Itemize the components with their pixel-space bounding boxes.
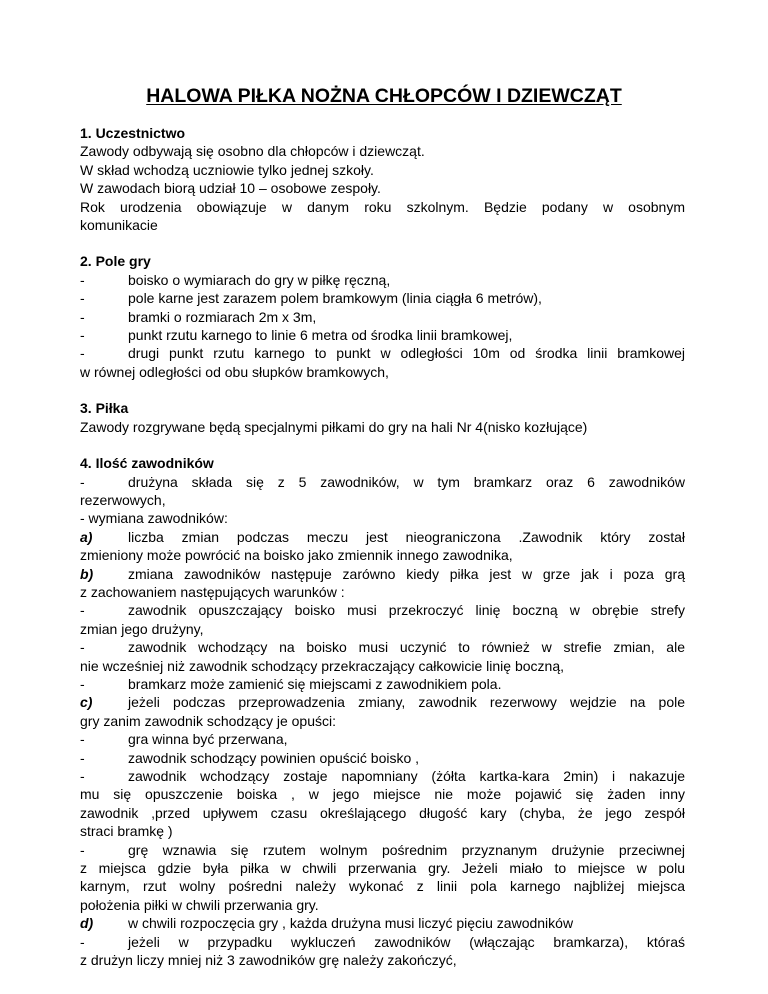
list-item-text: zawodnik opuszczający boisko musi przekroczyć linię boczną w obrębie strefy — [128, 602, 685, 619]
list-item-continuation: zmieniony może powrócić na boisko jako zmiennik innego zawodnika, — [80, 547, 513, 564]
list-item-text: grę wznawia się rzutem wolnym pośrednim przyznanym drużynie przeciwnej — [128, 841, 685, 858]
list-item-continuation: zmian jego drużyny, — [80, 620, 204, 637]
list-item-text: gra winna być przerwana, — [128, 731, 288, 748]
document-title — [0, 84, 768, 108]
section-participation — [80, 124, 685, 234]
list-item-text: zawodnik wchodzący na boisko musi uczynić to również w strefie zmian, ale — [128, 639, 685, 656]
section-number-of-players — [80, 454, 685, 969]
list-item-continuation: położenia piłki w chwili przerwania gry. — [80, 896, 319, 913]
list-item-c — [80, 693, 685, 711]
paragraph-line: W zawodach biorą udział 10 – osobowe zespoły. — [80, 180, 381, 197]
bullet-dash: - — [80, 639, 85, 656]
list-item-text: pole karne jest zarazem polem bramkowym (linia ciągła 6 metrów), — [128, 290, 542, 307]
bullet-dash: - — [80, 933, 85, 950]
bullet-dash: - — [80, 731, 85, 748]
document-title-text: HALOWA PIŁKA NOŻNA CHŁOPCÓW I DZIEWCZĄT — [146, 85, 622, 107]
list-item-text: bramki o rozmiarach 2m x 3m, — [128, 308, 317, 325]
bullet-dash: - — [80, 308, 85, 325]
list-item-text: drugi punkt rzutu karnego to punkt w odległości 10m od środka linii bramkowej — [128, 345, 685, 362]
list-item-text: w chwili rozpoczęcia gry , każda drużyna musi liczyć pięciu zawodników — [128, 915, 574, 932]
item-label: c) — [80, 694, 93, 711]
paragraph-line: Rok urodzenia obowiązuje w danym roku szkolnym. Będzie podany w osobnym — [80, 198, 685, 215]
list-item — [80, 289, 685, 307]
list-item-text: liczba zmian podczas meczu jest nieograniczona .Zawodnik który został — [128, 528, 685, 545]
list-item-text: bramkarz może zamienić się miejscami z zawodnikiem pola. — [128, 675, 502, 692]
list-item-continuation: zawodnik ,przed upływem czasu określającego długość kary (chyba, że jego zespół — [80, 804, 685, 821]
list-item-continuation: w równej odległości od obu słupków bramkowych, — [80, 363, 389, 380]
list-item — [80, 344, 685, 362]
bullet-dash: - — [80, 749, 85, 766]
section-playing-field — [80, 252, 685, 381]
list-item-continuation: z drużyn liczy mniej niż 3 zawodników grę należy zakończyć, — [80, 952, 457, 969]
list-item-text: zawodnik wchodzący zostaje napomniany (żółta kartka-kara 2min) i nakazuje — [128, 768, 685, 784]
section-heading: 3. Piłka — [80, 400, 129, 417]
bullet-dash: - — [80, 327, 85, 344]
list-item-b — [80, 565, 685, 583]
bullet-dash: - — [80, 473, 85, 490]
list-item-text: zawodnik schodzący powinien opuścić boisko , — [128, 749, 420, 766]
section-heading: 2. Pole gry — [80, 253, 151, 270]
paragraph-line: W skład wchodzą uczniowie tylko jednej szkoły. — [80, 161, 374, 178]
list-item-continuation: karnym, rzut wolny pośredni należy wykonać z linii pola karnego najbliżej miejsca — [80, 878, 685, 895]
list-item — [80, 473, 685, 491]
list-item-continuation: rezerwowych, — [80, 491, 166, 508]
item-label: a) — [80, 528, 93, 545]
list-item — [80, 767, 685, 785]
list-item — [80, 841, 685, 859]
bullet-dash: - — [80, 768, 85, 784]
list-item-text: punkt rzutu karnego to linie 6 metra od środka linii bramkowej, — [128, 327, 513, 344]
list-item — [80, 675, 685, 693]
list-item — [80, 271, 685, 289]
list-item-text: boisko o wymiarach do gry w piłkę ręczną, — [128, 271, 391, 288]
item-label: b) — [80, 565, 94, 582]
list-item-a — [80, 528, 685, 546]
list-item-continuation: z miejsca gdzie była piłka w chwili przerwania gry. Jeżeli miało to miejsce w polu — [80, 860, 685, 877]
list-item-continuation: straci bramkę ) — [80, 823, 173, 840]
list-item-continuation: gry zanim zawodnik schodzący je opuści: — [80, 712, 337, 729]
section-heading: 4. Ilość zawodników — [80, 455, 214, 472]
list-item-text: drużyna składa się z 5 zawodników, w tym bramkarz oraz 6 zawodników — [128, 473, 685, 490]
list-item-d — [80, 914, 685, 932]
document-body — [80, 124, 685, 987]
list-item — [80, 730, 685, 748]
list-item-continuation: nie wcześniej niż zawodnik schodzący przekraczający całkowicie linię boczną, — [80, 657, 564, 674]
list-item — [80, 308, 685, 326]
bullet-dash: - — [80, 271, 85, 288]
bullet-dash: - — [80, 602, 85, 619]
list-item-text: jeżeli w przypadku wykluczeń zawodników (włączając bramkarza), któraś — [128, 933, 685, 950]
section-ball — [80, 399, 685, 436]
list-item-text: zmiana zawodników następuje zarówno kiedy piłka jest w grze jak i poza grą — [128, 565, 685, 582]
bullet-dash: - — [80, 290, 85, 307]
list-item-text: jeżeli podczas przeprowadzenia zmiany, zawodnik rezerwowy wejdzie na pole — [128, 694, 685, 711]
bullet-dash: - — [80, 345, 85, 362]
paragraph-line: Zawody rozgrywane będą specjalnymi piłkami do gry na hali Nr 4(nisko kozłujące) — [80, 418, 588, 435]
bullet-dash: - — [80, 675, 85, 692]
list-item — [80, 638, 685, 656]
list-item — [80, 601, 685, 619]
paragraph-line: - wymiana zawodników: — [80, 510, 228, 527]
list-item — [80, 933, 685, 951]
list-item-continuation: mu się opuszczenie boiska , w jego miejsce nie może pojawić się żaden inny — [80, 786, 685, 803]
list-item — [80, 749, 685, 767]
item-label: d) — [80, 915, 94, 932]
paragraph-line: Zawody odbywają się osobno dla chłopców i dziewcząt. — [80, 143, 425, 160]
list-item — [80, 326, 685, 344]
bullet-dash: - — [80, 841, 85, 858]
list-item-continuation: z zachowaniem następujących warunków : — [80, 583, 345, 600]
paragraph-line: komunikacie — [80, 217, 158, 234]
section-heading: 1. Uczestnictwo — [80, 125, 186, 141]
